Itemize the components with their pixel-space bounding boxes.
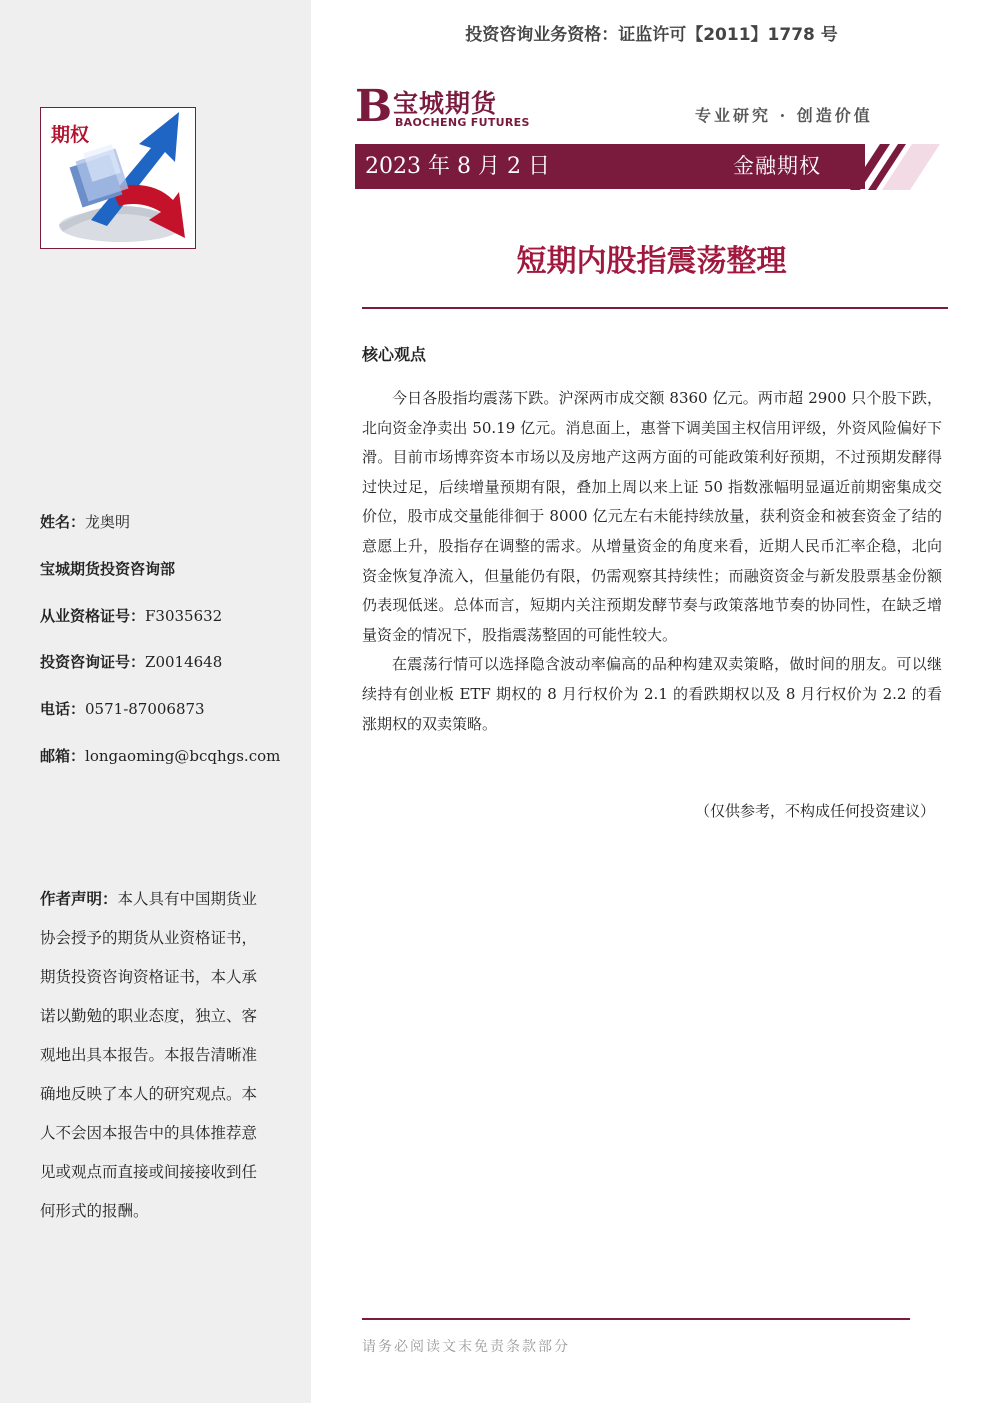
- analyst-email-row: [40, 742, 300, 789]
- divider: [362, 307, 948, 309]
- slogan: 专业研究 · 创造价值: [695, 106, 873, 125]
- analyst-dept-row: [40, 555, 300, 602]
- investment-note: （仅供参考，不构成任何投资建议）: [694, 802, 935, 820]
- section-heading: 核心观点: [362, 345, 427, 364]
- license-line: 投资咨询业务资格：证监许可【2011】1778 号: [465, 25, 838, 45]
- report-date: 2023 年 8 月 2 日: [365, 154, 550, 179]
- brand-name-en: BAOCHENG FUTURES: [395, 116, 530, 129]
- sidebar: [0, 0, 311, 1403]
- analyst-consult-row: [40, 648, 300, 695]
- analyst-name-key: 姓名：: [40, 513, 86, 531]
- body-text: [362, 384, 942, 739]
- options-logo-image: [40, 107, 196, 249]
- analyst-consult-key: 投资咨询证号：: [40, 653, 146, 672]
- author-statement: [40, 880, 272, 1231]
- analyst-name-row: [40, 508, 300, 555]
- analyst-email-value[interactable]: longaoming@bcqhgs.com: [85, 746, 281, 765]
- analyst-phone-row: [40, 695, 300, 742]
- banner-stripes-icon: [850, 144, 942, 190]
- date-banner: [355, 144, 865, 189]
- brand-name-cn: 宝城期货: [393, 89, 498, 118]
- brand-mark: B: [355, 81, 393, 132]
- analyst-dept: 宝城期货投资咨询部: [40, 559, 176, 578]
- logo-label: 期权: [51, 124, 90, 146]
- analyst-phone-key: 电话：: [40, 700, 86, 719]
- analyst-consult-value: Z0014648: [145, 653, 223, 672]
- analyst-info: [40, 508, 300, 789]
- analyst-cert-row: [40, 602, 300, 649]
- analyst-name-value: 龙奥明: [85, 513, 131, 531]
- analyst-cert-value: F3035632: [145, 606, 223, 625]
- author-statement-key: 作者声明：: [40, 890, 118, 908]
- paragraph: 今日各股指均震荡下跌。沪深两市成交额 8360 亿元。两市超 2900 只个股下跌，北向资金净卖出 50.19 亿元。消息面上，惠誉下调美国主权信用评级，外资风险偏好下滑。目前市场博弈资本市场以及房地产这两方面的可能政策利好预期，不过预期发酵得过快过足，后续增量预期有限，叠加上周以来上证 50 指数涨幅明显逼近前期密集成交价位，股市成交量能徘徊于 8000 亿元左右未能持续放量，获利资金和被套资金了结的意愿上升，股指存在调整的需求。从增量资金的角度来看，近期人民币汇率企稳，北向资金恢复净流入，但量能仍有限，仍需观察其持续性；而融资资金与新发股票基金份额仍表现低迷。总体而言，短期内关注预期发酵节奏与政策落地节奏的协同性，在缺乏增量资金的情况下，股指震荡整固的可能性较大。: [362, 389, 942, 644]
- brand-logo: [355, 81, 555, 132]
- paragraph: 在震荡行情可以选择隐含波动率偏高的品种构建双卖策略，做时间的朋友。可以继续持有创业板 ETF 期权的 8 月行权价为 2.1 的看跌期权以及 8 月行权价为 2.2 的看涨期权的双卖策略。: [362, 655, 942, 733]
- footer-disclaimer-link: 请务必阅读文末免责条款部分: [362, 1339, 570, 1355]
- footer-divider: [362, 1318, 910, 1320]
- report-category: 金融期权: [733, 154, 821, 178]
- analyst-email-key: 邮箱：: [40, 746, 86, 765]
- author-statement-text: 本人具有中国期货业协会授予的期货从业资格证书，期货投资咨询资格证书，本人承诺以勤勉的职业态度，独立、客观地出具本报告。本报告清晰准确地反映了本人的研究观点。本人不会因本报告中的具体推荐意见或观点而直接或间接接收到任何形式的报酬。: [40, 890, 258, 1220]
- analyst-cert-key: 从业资格证号：: [40, 606, 146, 625]
- analyst-phone-value: 0571-87006873: [85, 700, 205, 719]
- document-title: 短期内股指震荡整理: [516, 244, 787, 279]
